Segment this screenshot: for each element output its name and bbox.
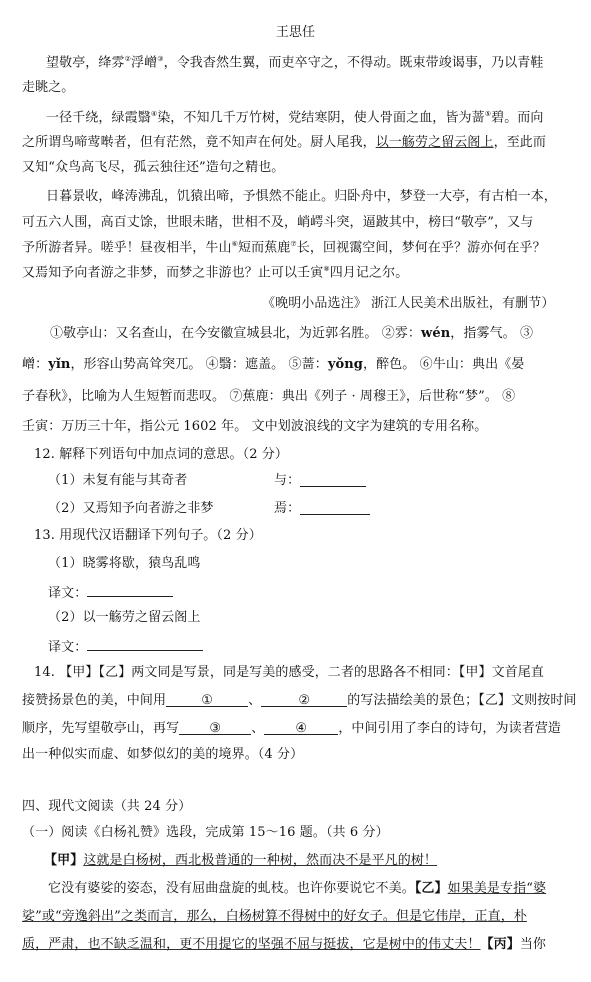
passage-paragraph-3-line-1: 日暮景收，峰涛沸乱，饥猿出啼，予惧然不能止。归卧舟中，梦登一大亭，有古柏一本， — [46, 189, 557, 204]
question-14-line-1: 14. 【甲】【乙】两文同是写景，同是写美的感受，二者的思路各不相同：【甲】文首尾直 — [34, 665, 545, 680]
passage-paragraph-2-line-2: 之所谓鸟啼莺啭者，但有茫然，竟不知声在何处。厨人尾我，以一觞劳之留云阁上，至此而 — [22, 135, 547, 150]
question-12-title: 12. 解释下列语句中加点词的意思。（2 分） — [34, 447, 289, 462]
answer-blank-3[interactable]: ③ — [179, 722, 251, 735]
answer-blank[interactable] — [300, 502, 370, 515]
annotation-line-3: 子春秋》，比喻为人生短暂而悲叹。 ⑦蕉鹿：典出《列子 · 周穆王》，后世称“梦”。 ⑧ — [22, 389, 516, 404]
passage-paragraph-3-line-4: 又焉知予向者游之非梦，而梦之非游也？止可以壬寅⑧四月记之尔。 — [22, 265, 409, 281]
passage-paragraph-3-line-2: 可五六人围，高百丈馀，世眼未睹，世相不及，峭崿斗突，逼跛其中，榜曰“敬亭”，又与 — [22, 215, 534, 230]
pinyin-yong: yǒng — [327, 357, 363, 372]
passage-paragraph-3-line-3: 予所游者异。嗟乎！昼夜相半，牛山⑥短而蕉鹿⑦长，回视霭空间，梦何在乎？游亦何在乎？ — [22, 240, 546, 256]
source-citation: 《晚明小品选注》 浙江人民美术出版社，有删节） — [262, 296, 555, 311]
passage-paragraph-2-line-3: 又知“众鸟高飞尽，孤云独往还”造句之精也。 — [22, 160, 285, 175]
question-13-sentence-2: （2）以一觞劳之留云阁上 — [48, 610, 201, 625]
answer-blank-2[interactable]: ② — [261, 694, 347, 707]
passage-paragraph-2-line-1: 一径千绕，绿霞翳④染，不知几千万竹树，党结寒阴，使人骨面之血，皆为蔷⑤碧。而向 — [46, 110, 544, 126]
answer-blank[interactable] — [87, 584, 173, 597]
answer-blank[interactable] — [300, 474, 366, 487]
annotation-line-4: 壬寅：万历三十年，指公元 1602 年。 文中划波浪线的文字为建筑的专用名称。 — [22, 419, 488, 434]
section-4-subtitle: （一）阅读《白杨礼赞》选段，完成第 15～16 题。（共 6 分） — [22, 825, 389, 840]
passage-jia: 【甲】这就是白杨树，西北极普通的一种树，然而决不是平凡的树！ — [44, 853, 438, 868]
answer-blank-1[interactable]: ① — [166, 694, 248, 707]
question-14-line-4: 出一种似实而虚、如梦似幻的美的境界。（4 分） — [22, 747, 304, 762]
question-13-title: 13. 用现代汉语翻译下列句子。（2 分） — [34, 528, 262, 543]
passage-line-4: 质，严肃，也不缺乏温和，更不用提它的坚强不屈与挺拔，它是树中的伟丈夫！【丙】当你 — [22, 937, 547, 952]
passage-line-2: 它没有婆娑的姿态，没有屈曲盘旋的虬枝。也许你要说它不美。【乙】如果美是专指“婆 — [48, 881, 547, 896]
passage-paragraph-1-line-1: 望敬亭，绛雰②浮嶒③，令我杳然生翼，而吏卒守之，不得动。既束带竣谒事，乃以青鞋 — [46, 55, 544, 71]
underlined-yi-1: 如果美是专指“婆 — [447, 881, 547, 896]
underlined-yi-3: 质，严肃，也不缺乏温和，更不用提它的坚强不屈与挺拔，它是树中的伟丈夫！ — [22, 937, 481, 952]
question-12-item-1: （1）未复有能与其奇者 与： — [48, 474, 591, 487]
underlined-jia: 这就是白杨树，西北极普通的一种树，然而决不是平凡的树！ — [83, 853, 438, 868]
author-name: 王思任 — [275, 25, 316, 40]
section-4-title: 四、现代文阅读（共 24 分） — [22, 799, 192, 814]
underlined-sentence: 以一觞劳之留云阁上 — [375, 135, 494, 150]
passage-paragraph-1-line-2: 走眺之。 — [22, 80, 75, 95]
pinyin-yin: yǐn — [48, 357, 71, 372]
annotation-line-1: ①敬亭山：又名查山，在今安徽宣城县北，为近郭名胜。 ②雰：wén，指雾气。 ③ — [50, 326, 534, 341]
passage-line-3 — [22, 910, 574, 923]
question-14-line-2: 接赞扬景色的美，中间用 ① 、 ② 的写法描绘美的景色；【乙】文则按时间 — [22, 693, 577, 708]
question-13-translation-2: 译文： — [48, 638, 591, 654]
underlined-yi-2: 娑”或“旁逸斜出”之类而言，那么，白杨树算不得树中的好女子。但是它伟岸，正直，朴 — [22, 909, 527, 924]
question-13-sentence-1: （1）晓雾将歇，猿鸟乱鸣 — [48, 556, 201, 571]
answer-blank[interactable] — [87, 638, 203, 651]
annotation-line-2: 嶒：yǐn，形容山势高耸突兀。 ④翳：遮盖。 ⑤蔷：yǒng，醉色。 ⑥牛山：典出《晏 — [22, 357, 525, 372]
question-12-item-2: （2）又焉知予向者游之非梦 焉： — [48, 502, 591, 515]
pinyin-wen: wén — [421, 326, 451, 341]
question-13-translation-1: 译文： — [48, 584, 591, 600]
answer-blank-4[interactable]: ④ — [264, 722, 338, 735]
question-14-line-3: 顺序，先写望敬亭山，再写 ③ 、 ④ ，中间引用了李白的诗句，为读者营造 — [22, 721, 562, 736]
